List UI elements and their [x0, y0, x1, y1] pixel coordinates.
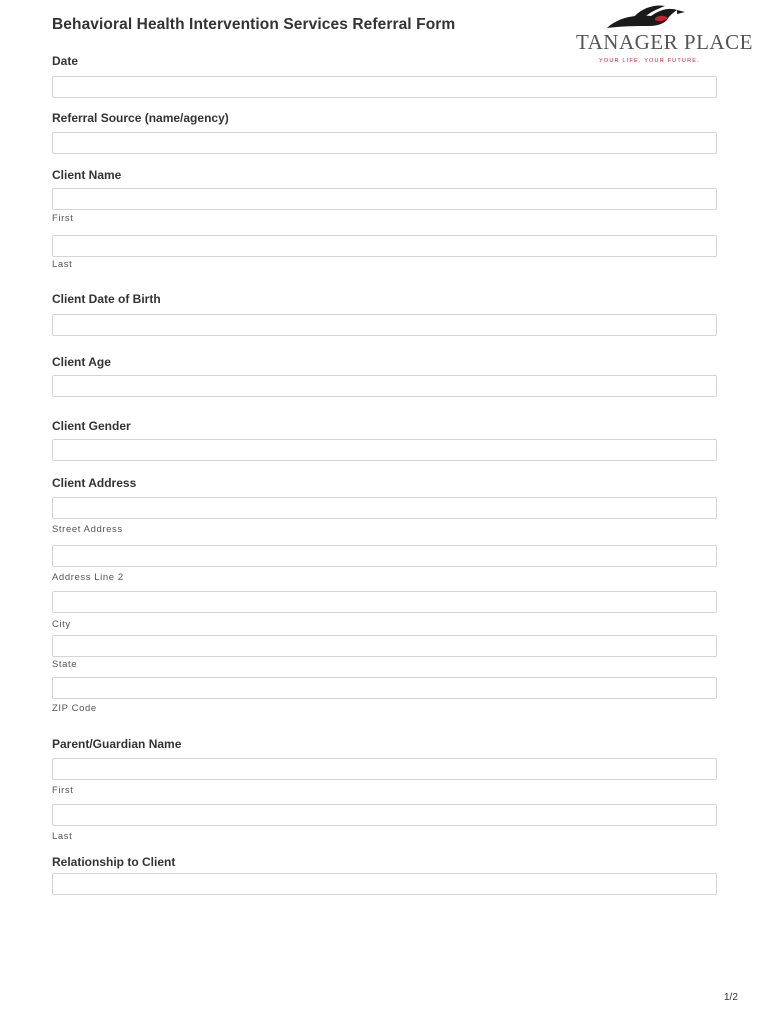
client-last-sublabel: Last [52, 259, 73, 270]
street-address-field[interactable] [52, 497, 717, 519]
city-sublabel: City [52, 619, 71, 630]
client-dob-field[interactable] [52, 314, 717, 336]
client-gender-field[interactable] [52, 439, 717, 461]
state-field[interactable] [52, 635, 717, 657]
form-title: Behavioral Health Intervention Services Referral Form [52, 16, 456, 33]
guardian-first-sublabel: First [52, 785, 74, 796]
guardian-last-name-field[interactable] [52, 804, 717, 826]
address-line2-sublabel: Address Line 2 [52, 572, 124, 583]
client-first-name-field[interactable] [52, 188, 717, 210]
logo-tagline: YOUR LIFE. YOUR FUTURE. [599, 58, 700, 64]
date-field[interactable] [52, 76, 717, 98]
tanager-place-logo [573, 4, 753, 66]
referral-source-label: Referral Source (name/agency) [52, 111, 229, 125]
logo-wordmark: TANAGER PLACE [576, 30, 753, 54]
client-first-sublabel: First [52, 213, 74, 224]
client-gender-label: Client Gender [52, 419, 131, 433]
guardian-last-sublabel: Last [52, 831, 73, 842]
client-dob-label: Client Date of Birth [52, 292, 161, 306]
guardian-name-label: Parent/Guardian Name [52, 737, 182, 751]
client-age-field[interactable] [52, 375, 717, 397]
guardian-first-name-field[interactable] [52, 758, 717, 780]
client-name-label: Client Name [52, 168, 122, 182]
street-address-sublabel: Street Address [52, 524, 123, 535]
relationship-label: Relationship to Client [52, 855, 176, 869]
client-age-label: Client Age [52, 355, 111, 369]
client-last-name-field[interactable] [52, 235, 717, 257]
client-address-label: Client Address [52, 476, 137, 490]
date-label: Date [52, 54, 79, 68]
state-sublabel: State [52, 659, 78, 670]
relationship-field[interactable] [52, 873, 717, 895]
address-line2-field[interactable] [52, 545, 717, 567]
zip-code-field[interactable] [52, 677, 717, 699]
zip-code-sublabel: ZIP Code [52, 703, 97, 714]
referral-source-field[interactable] [52, 132, 717, 154]
page-number: 1/2 [724, 992, 738, 1003]
city-field[interactable] [52, 591, 717, 613]
